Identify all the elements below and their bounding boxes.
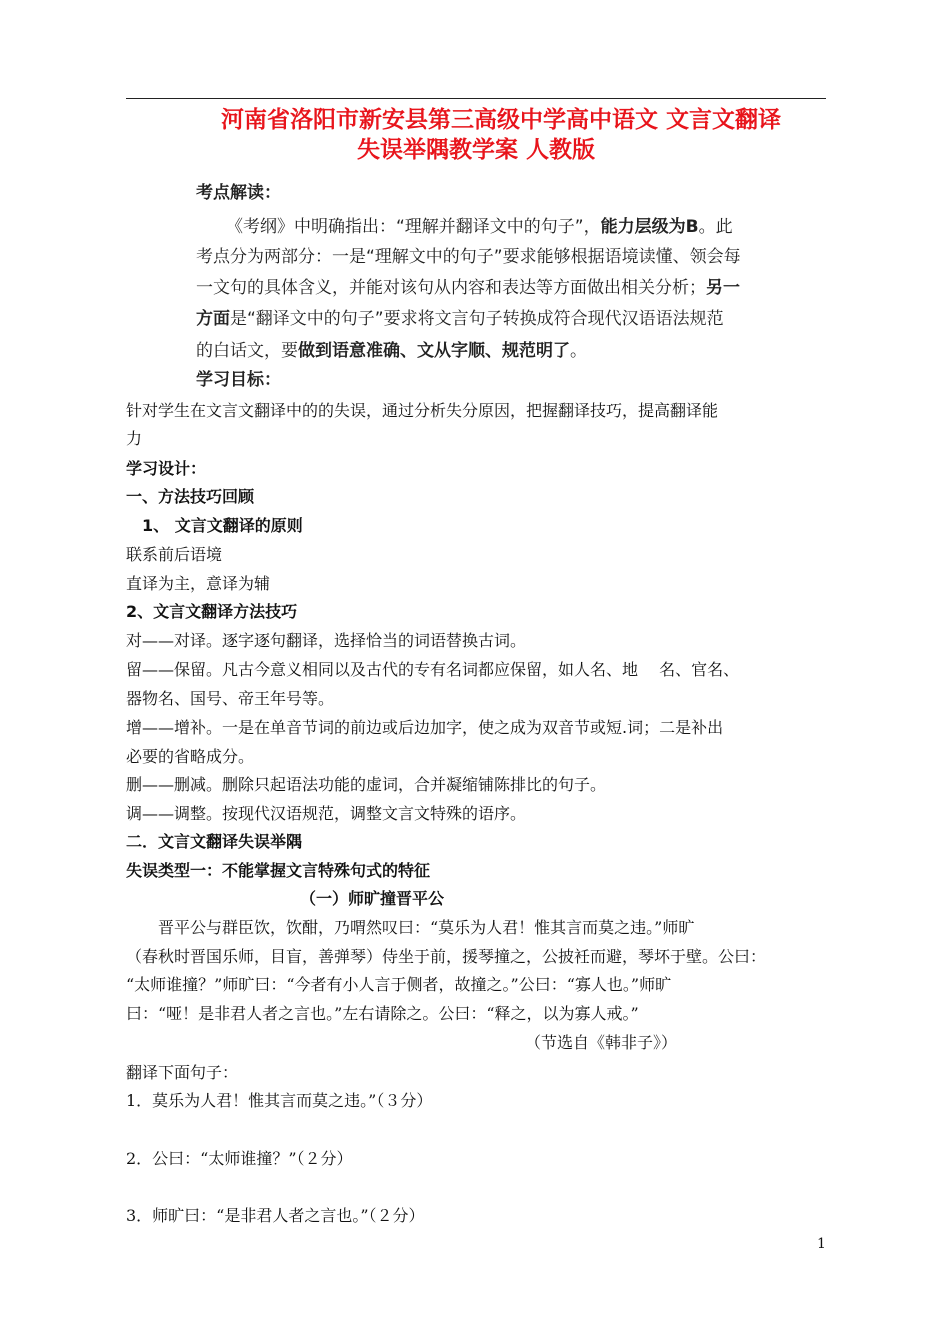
header-rule [126,98,826,99]
question-2: 2．公曰：“太师谁撞？”（２分） [126,1149,353,1168]
method-tiao: 调——调整。按现代汉语规范，调整文言文特殊的语序。 [126,804,527,823]
principle-1: 联系前后语境 [126,545,223,564]
document-title-line1: 河南省洛阳市新安县第三高级中学高中语文 文言文翻译 [220,107,781,133]
exam-point-line3: 一文句的具体含义，并能对该句从内容和表达等方面做出相关分析；另一 [196,278,740,298]
section2-heading: 二．文言文翻译失误举隅 [126,832,303,851]
story-line4: 曰：“哑！是非君人者之言也。”左右请除之。公曰：“释之，以为寡人戒。” [126,1004,639,1023]
error-type1-heading: 失误类型一：不能掌握文言特殊句式的特征 [126,861,431,880]
learning-goal-line1: 针对学生在文言文翻译中的的失误，通过分析失分原因，把握翻译技巧，提高翻译能 [126,401,719,420]
exam-point-line1: 《考纲》中明确指出：“理解并翻译文中的句子”，能力层级为B。此 [226,217,733,237]
learning-goal-heading: 学习目标： [196,370,281,390]
question-1: 1．莫乐为人君！惟其言而莫之违。”（３分） [126,1091,433,1110]
method-liu-line1: 留——保留。凡古今意义相同以及古代的专有名词都应保留，如人名、地 名、官名、 [126,660,740,679]
story-source: （节选自《韩非子》） [525,1033,678,1052]
story-line2: （春秋时晋国乐师，目盲，善弹琴）侍坐于前，援琴撞之，公披衽而避，琴坏于壁。公曰： [126,947,767,966]
page-number: 1 [817,1236,826,1252]
method-shan: 删——删减。删除只起语法功能的虚词，合并凝缩铺陈排比的句子。 [126,775,607,794]
exam-point-line4: 方面是“翻译文中的句子”要求将文言句子转换成符合现代汉语语法规范 [196,309,724,329]
task-instruction: 翻译下面句子： [126,1063,239,1082]
method-liu-line2: 器物名、国号、帝王年号等。 [126,689,335,708]
section1-heading: 一、方法技巧回顾 [126,487,255,506]
method-dui: 对——对译。逐字逐句翻译，选择恰当的词语替换古词。 [126,631,527,650]
method-zeng-line2: 必要的省略成分。 [126,747,255,766]
learning-goal-line2: 力 [126,429,143,448]
story-title: （一）师旷撞晋平公 [300,889,445,908]
exam-point-heading: 考点解读： [196,183,281,203]
story-line1: 晋平公与群臣饮，饮酣，乃喟然叹曰：“莫乐为人君！惟其言而莫之违。”师旷 [126,918,695,937]
exam-point-line5: 的白话文，要做到语意准确、文从字顺、规范明了。 [196,341,587,361]
principle-2: 直译为主，意译为辅 [126,574,271,593]
methods-heading: 2、文言文翻译方法技巧 [126,602,298,621]
principles-heading: 1、 文言文翻译的原则 [142,516,303,535]
method-zeng-line1: 增——增补。一是在单音节词的前边或后边加字，使之成为双音节或短.词；二是补出 [126,718,724,737]
document-title-line2: 失误举隅教学案 人教版 [356,137,595,163]
question-3: 3．师旷曰：“是非君人者之言也。”（２分） [126,1206,425,1225]
exam-point-line2: 考点分为两部分：一是“理解文中的句子”要求能够根据语境读懂、领会每 [196,247,741,267]
story-line3: “太师谁撞？”师旷曰：“今者有小人言于侧者，故撞之。”公曰：“寡人也。”师旷 [126,975,672,994]
design-heading: 学习设计： [126,459,207,478]
